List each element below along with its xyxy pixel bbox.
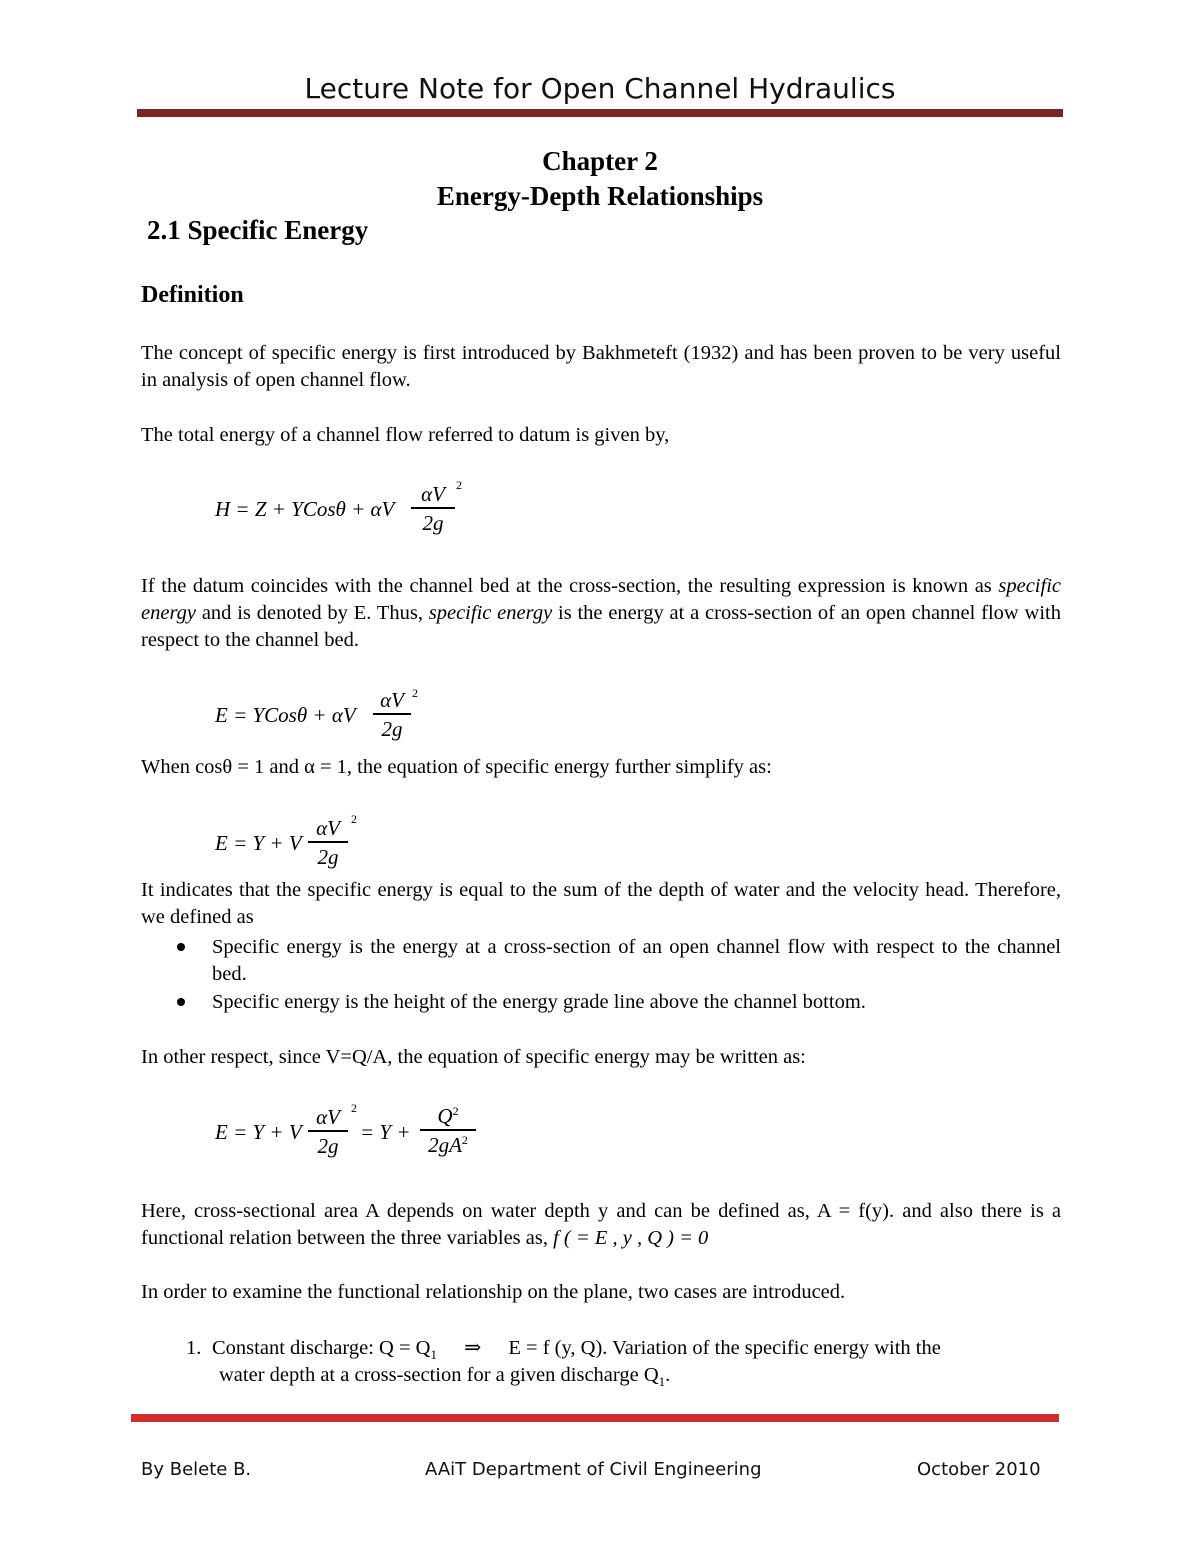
- chapter-number: Chapter 2: [542, 146, 658, 176]
- item1-text-b: E = f (y, Q). Variation of the specific energy with the: [508, 1337, 941, 1359]
- eq1-fraction-bar: [411, 507, 455, 509]
- definition-heading: Definition: [141, 282, 244, 308]
- paragraph-two-cases: In order to examine the functional relationship on the plane, two cases are introduced.: [141, 1281, 846, 1303]
- eq2-denominator: 2g: [381, 716, 403, 741]
- paragraph-intro: The concept of specific energy is first introduced by Bakhmeteft (1932) and has been proven to be very useful in analysis of open channel flow.: [141, 342, 1061, 391]
- bullet-dot: [177, 998, 185, 1006]
- equation-total-energy: [215, 497, 394, 522]
- eq4-fraction-bar-2: [420, 1129, 476, 1131]
- eq4-q-exponent: 2: [452, 1104, 459, 1118]
- eq4-a-exponent: 2: [461, 1132, 468, 1147]
- numbered-item-number: 1.: [186, 1337, 202, 1359]
- eq3-fraction: [308, 816, 348, 870]
- section-heading: 2.1 Specific Energy: [147, 215, 369, 245]
- eq2-exponent: 2: [412, 686, 418, 700]
- eq3-lhs: E = Y + V: [215, 831, 302, 855]
- equation-simplified: [215, 831, 302, 856]
- implies-arrow: ⇒: [464, 1337, 482, 1359]
- p3-emphasis-1: specific energy: [141, 575, 1061, 624]
- equation-discharge-form: [215, 1120, 302, 1145]
- eq3-denominator: 2g: [317, 844, 339, 869]
- eq1-denominator: 2g: [422, 510, 444, 535]
- eq4-denominator-2: [420, 1133, 476, 1158]
- item1-subscript-1: 1: [430, 1347, 437, 1363]
- eq4-fraction-bar: [308, 1130, 348, 1132]
- eq4-numerator: αV: [316, 1105, 340, 1129]
- item1-subscript-2: 1: [658, 1374, 666, 1390]
- item1-text-c: water depth at a cross-section for a given discharge Q: [219, 1364, 659, 1386]
- eq4-exponent: 2: [351, 1101, 357, 1115]
- p3-text-a: If the datum coincides with the channel bed at the cross-section, the resulting expression is known as: [141, 575, 999, 597]
- eq2-numerator: αV: [380, 688, 404, 712]
- eq2-lhs: E = YCosθ + αV: [215, 703, 356, 727]
- bullet-item-1: Specific energy is the energy at a cross-section of an open channel flow with respect to the channel bed.: [212, 936, 1061, 985]
- eq4-lhs: E = Y + V: [215, 1120, 302, 1144]
- header-rule: [137, 109, 1063, 117]
- p3-text-c: is the energy at a cross-section of an open channel flow with respect to the channel bed.: [141, 602, 1061, 651]
- paragraph-specific-energy-def: [141, 573, 1061, 654]
- eq4-den-text: 2gA: [428, 1132, 462, 1157]
- p7-function: f ( = E , y , Q ) = 0: [553, 1227, 709, 1249]
- eq1-fraction: [411, 482, 455, 536]
- eq4-denominator: 2g: [317, 1133, 339, 1158]
- p7-text: Here, cross-sectional area A depends on water depth y and can be defined as, A = f(y). and also there is a functional relation between the three variables as,: [141, 1200, 1061, 1249]
- p3-text-b: and is denoted by E. Thus,: [196, 602, 429, 624]
- footer-author: By Belete B.: [141, 1459, 252, 1480]
- eq2-fraction: [373, 688, 411, 742]
- paragraph-functional: [141, 1198, 1061, 1252]
- paragraph-total-energy: The total energy of a channel flow referred to datum is given by,: [141, 424, 670, 446]
- eq4-middle: = Y +: [360, 1120, 411, 1144]
- eq3-exponent: 2: [351, 812, 357, 826]
- item1-period: .: [665, 1364, 671, 1386]
- footer-date: October 2010: [917, 1459, 1041, 1480]
- paragraph-other-respect: In other respect, since V=Q/A, the equation of specific energy may be written as:: [141, 1046, 806, 1068]
- bullet-dot: [177, 943, 185, 951]
- equation-specific-energy: [215, 703, 356, 728]
- p3-emphasis-2: specific energy: [428, 602, 553, 624]
- numbered-item-1-line2: [219, 1362, 1061, 1395]
- eq3-fraction-bar: [308, 841, 348, 843]
- eq4-fraction-2: [420, 1104, 476, 1158]
- eq3-numerator: αV: [316, 816, 340, 840]
- eq2-fraction-bar: [373, 713, 411, 715]
- paragraph-indicates: It indicates that the specific energy is equal to the sum of the depth of water and the velocity head. Therefore, we defined as: [141, 879, 1061, 928]
- eq4-q: Q: [437, 1104, 453, 1128]
- chapter-title: Energy-Depth Relationships: [436, 181, 764, 211]
- footer-rule: [131, 1414, 1059, 1422]
- footer-department: AAiT Department of Civil Engineering: [425, 1459, 762, 1480]
- eq1-lhs: H = Z + YCosθ + αV: [215, 497, 395, 521]
- eq1-exponent: 2: [456, 478, 462, 492]
- eq4-numerator-2: [420, 1104, 476, 1129]
- item1-text-a: Constant discharge: Q = Q: [212, 1337, 431, 1359]
- paragraph-simplify: When cosθ = 1 and α = 1, the equation of specific energy further simplify as:: [141, 756, 772, 778]
- running-header: Lecture Note for Open Channel Hydraulics: [304, 72, 896, 105]
- bullet-item-2: Specific energy is the height of the energy grade line above the channel bottom.: [212, 991, 866, 1013]
- eq1-numerator: αV: [421, 482, 445, 506]
- eq4-fraction: [308, 1105, 348, 1159]
